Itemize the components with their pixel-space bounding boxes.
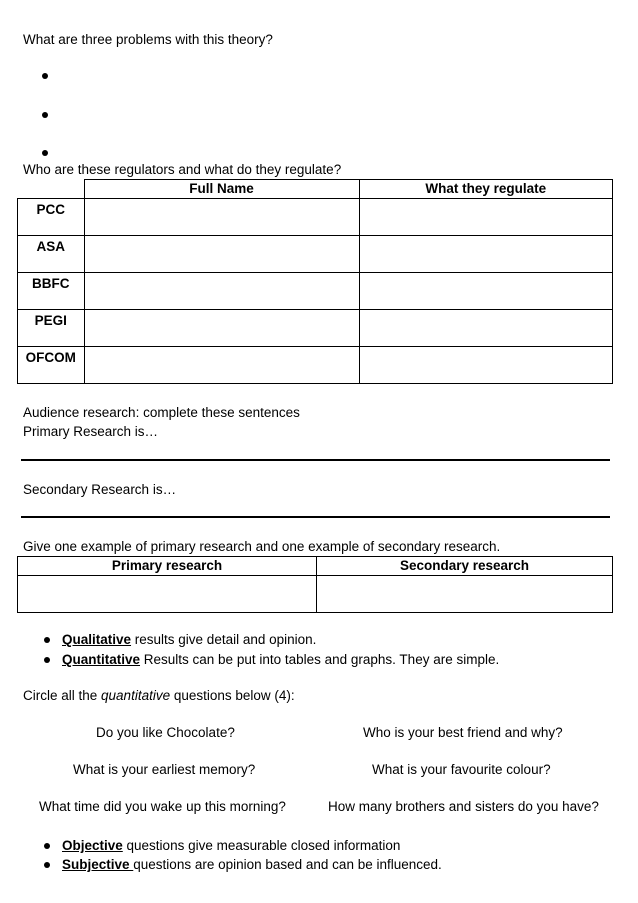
header-primary-research: Primary research (18, 557, 317, 576)
survey-question-wake-up-time[interactable]: What time did you wake up this morning? (39, 799, 286, 814)
bullet-point-qualitative (44, 637, 50, 643)
regulates-cell-bbfc[interactable] (359, 273, 613, 310)
subjective-term: Subjective (62, 857, 134, 872)
quantitative-line (62, 652, 499, 667)
regulator-label-bbfc: BBFC (18, 273, 85, 310)
regulates-cell-pegi[interactable] (359, 310, 613, 347)
primary-research-answer-line[interactable] (21, 459, 610, 461)
quantitative-term: Quantitative (62, 652, 141, 667)
examples-question: Give one example of primary research and one example of secondary research. (23, 539, 501, 554)
bullet-point-3 (42, 150, 48, 156)
bullet-point-1 (42, 73, 48, 79)
survey-question-favourite-colour[interactable]: What is your favourite colour? (372, 762, 551, 777)
circle-instruction-end: questions below (4): (170, 688, 295, 703)
problems-question: What are three problems with this theory? (23, 32, 273, 47)
qualitative-term: Qualitative (62, 632, 132, 647)
regulators-corner-cell (18, 180, 85, 199)
bullet-point-2 (42, 112, 48, 118)
qualitative-line (62, 632, 316, 647)
regulator-label-pegi: PEGI (18, 310, 85, 347)
full-name-cell-pcc[interactable] (84, 199, 359, 236)
full-name-cell-ofcom[interactable] (84, 347, 359, 384)
regulator-label-pcc: PCC (18, 199, 85, 236)
survey-question-earliest-memory[interactable]: What is your earliest memory? (73, 762, 256, 777)
regulator-label-ofcom: OFCOM (18, 347, 85, 384)
regulates-cell-asa[interactable] (359, 236, 613, 273)
circle-instruction-emphasis: quantitative (101, 688, 171, 703)
survey-question-best-friend[interactable]: Who is your best friend and why? (363, 725, 563, 740)
full-name-cell-pegi[interactable] (84, 310, 359, 347)
subjective-line (62, 857, 442, 872)
primary-example-cell[interactable] (18, 576, 317, 613)
survey-question-chocolate[interactable]: Do you like Chocolate? (96, 725, 235, 740)
secondary-research-answer-line[interactable] (21, 516, 610, 518)
bullet-point-quantitative (44, 657, 50, 663)
regulates-cell-pcc[interactable] (359, 199, 613, 236)
bullet-point-subjective (44, 862, 50, 868)
audience-research-intro: Audience research: complete these sentences (23, 405, 300, 420)
qualitative-text: results give detail and opinion. (131, 632, 317, 647)
examples-table (17, 556, 613, 613)
secondary-example-cell[interactable] (317, 576, 613, 613)
survey-question-siblings[interactable]: How many brothers and sisters do you have? (328, 799, 599, 814)
header-full-name: Full Name (84, 180, 359, 199)
primary-research-prompt: Primary Research is… (23, 424, 159, 439)
regulators-table (17, 179, 613, 384)
header-secondary-research: Secondary research (317, 557, 613, 576)
objective-term: Objective (62, 838, 123, 853)
regulator-label-asa: ASA (18, 236, 85, 273)
full-name-cell-asa[interactable] (84, 236, 359, 273)
circle-instruction (23, 688, 295, 703)
header-what-they-regulate: What they regulate (359, 180, 613, 199)
subjective-text: questions are opinion based and can be influenced. (133, 857, 442, 872)
circle-instruction-start: Circle all the (23, 688, 102, 703)
bullet-point-objective (44, 843, 50, 849)
full-name-cell-bbfc[interactable] (84, 273, 359, 310)
regulates-cell-ofcom[interactable] (359, 347, 613, 384)
quantitative-text: Results can be put into tables and graphs. They are simple. (140, 652, 500, 667)
objective-line (62, 838, 400, 853)
regulators-question: Who are these regulators and what do they regulate? (23, 162, 342, 177)
objective-text: questions give measurable closed information (122, 838, 401, 853)
secondary-research-prompt: Secondary Research is… (23, 482, 177, 497)
